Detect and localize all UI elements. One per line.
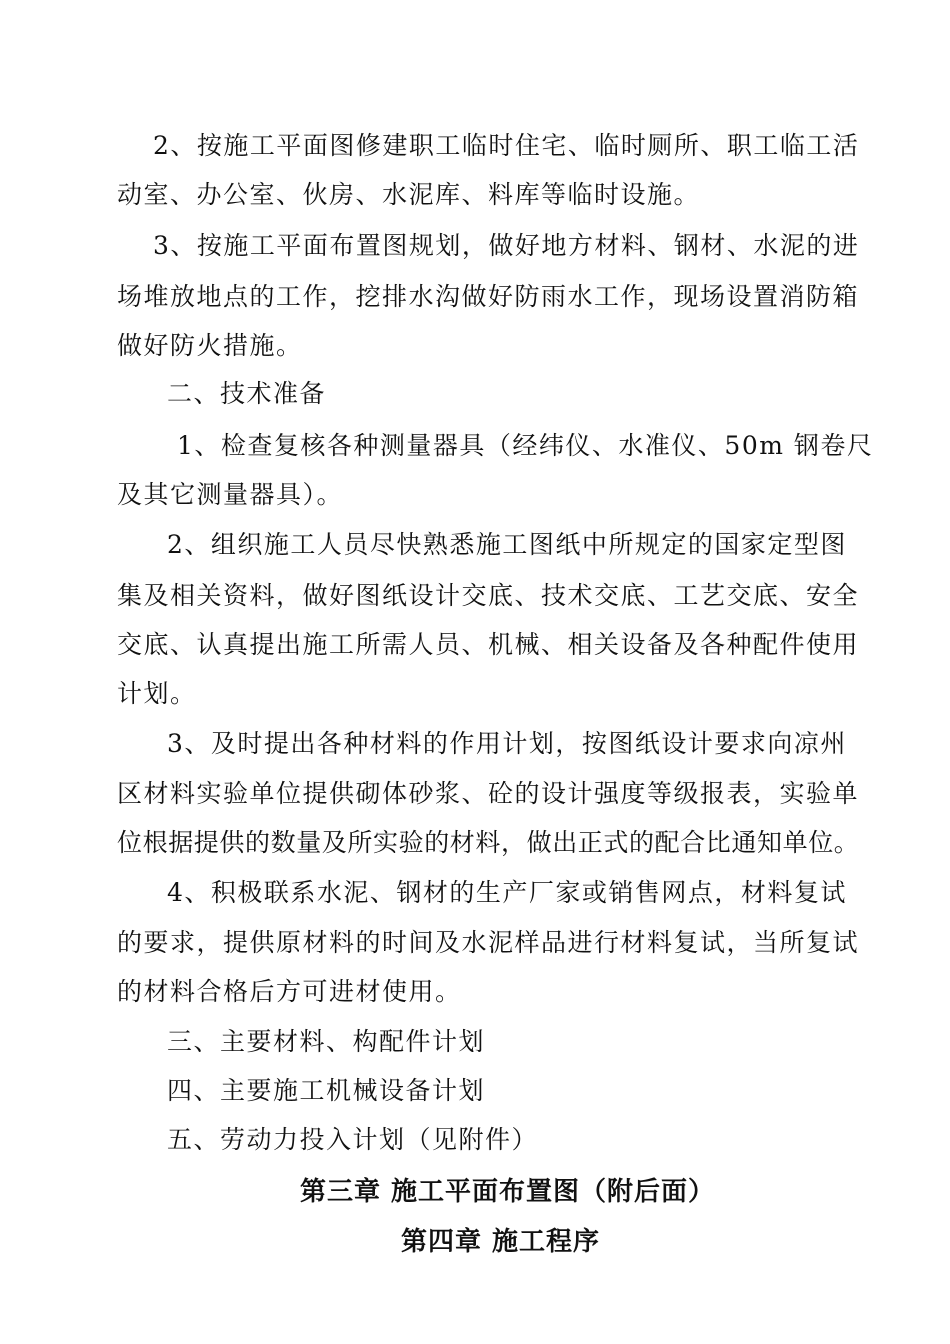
paragraph-line: 3、按施工平面布置图规划，做好地方材料、钢材、水泥的进 [153, 231, 860, 260]
paragraph-line: 2、组织施工人员尽快熟悉施工图纸中所规定的国家定型图 [167, 530, 847, 559]
paragraph-line: 计划。 [117, 679, 197, 708]
paragraph-line: 1、检查复核各种测量器具（经纬仪、水准仪、50m 钢卷尺 [177, 431, 874, 460]
paragraph-line: 4、积极联系水泥、钢材的生产厂家或销售网点，材料复试 [167, 878, 847, 907]
section-heading: 四、主要施工机械设备计划 [167, 1076, 486, 1105]
paragraph-line: 场堆放地点的工作，挖排水沟做好防雨水工作，现场设置消防箱 [117, 282, 860, 311]
section-heading: 二、技术准备 [167, 379, 327, 408]
paragraph-line: 交底、认真提出施工所需人员、机械、相关设备及各种配件使用 [117, 630, 860, 659]
paragraph-line: 3、及时提出各种材料的作用计划，按图纸设计要求向凉州 [167, 729, 847, 758]
section-heading: 三、主要材料、构配件计划 [167, 1027, 486, 1056]
chapter-heading: 第四章 施工程序 [401, 1227, 601, 1257]
paragraph-line: 的要求，提供原材料的时间及水泥样品进行材料复试，当所复试 [117, 928, 860, 957]
paragraph-line: 动室、办公室、伙房、水泥库、料库等临时设施。 [117, 180, 701, 209]
section-heading: 五、劳动力投入计划（见附件） [167, 1125, 539, 1154]
paragraph-line: 集及相关资料，做好图纸设计交底、技术交底、工艺交底、安全 [117, 581, 860, 610]
paragraph-line: 区材料实验单位提供砌体砂浆、砼的设计强度等级报表，实验单 [117, 779, 860, 808]
paragraph-line: 做好防火措施。 [117, 331, 303, 360]
paragraph-line: 的材料合格后方可进材使用。 [117, 977, 462, 1006]
paragraph-line: 2、按施工平面图修建职工临时住宅、临时厕所、职工临工活 [153, 131, 860, 160]
paragraph-line: 位根据提供的数量及所实验的材料，做出正式的配合比通知单位。 [117, 828, 860, 857]
chapter-heading: 第三章 施工平面布置图（附后面） [300, 1177, 716, 1207]
paragraph-line: 及其它测量器具）。 [117, 480, 344, 509]
